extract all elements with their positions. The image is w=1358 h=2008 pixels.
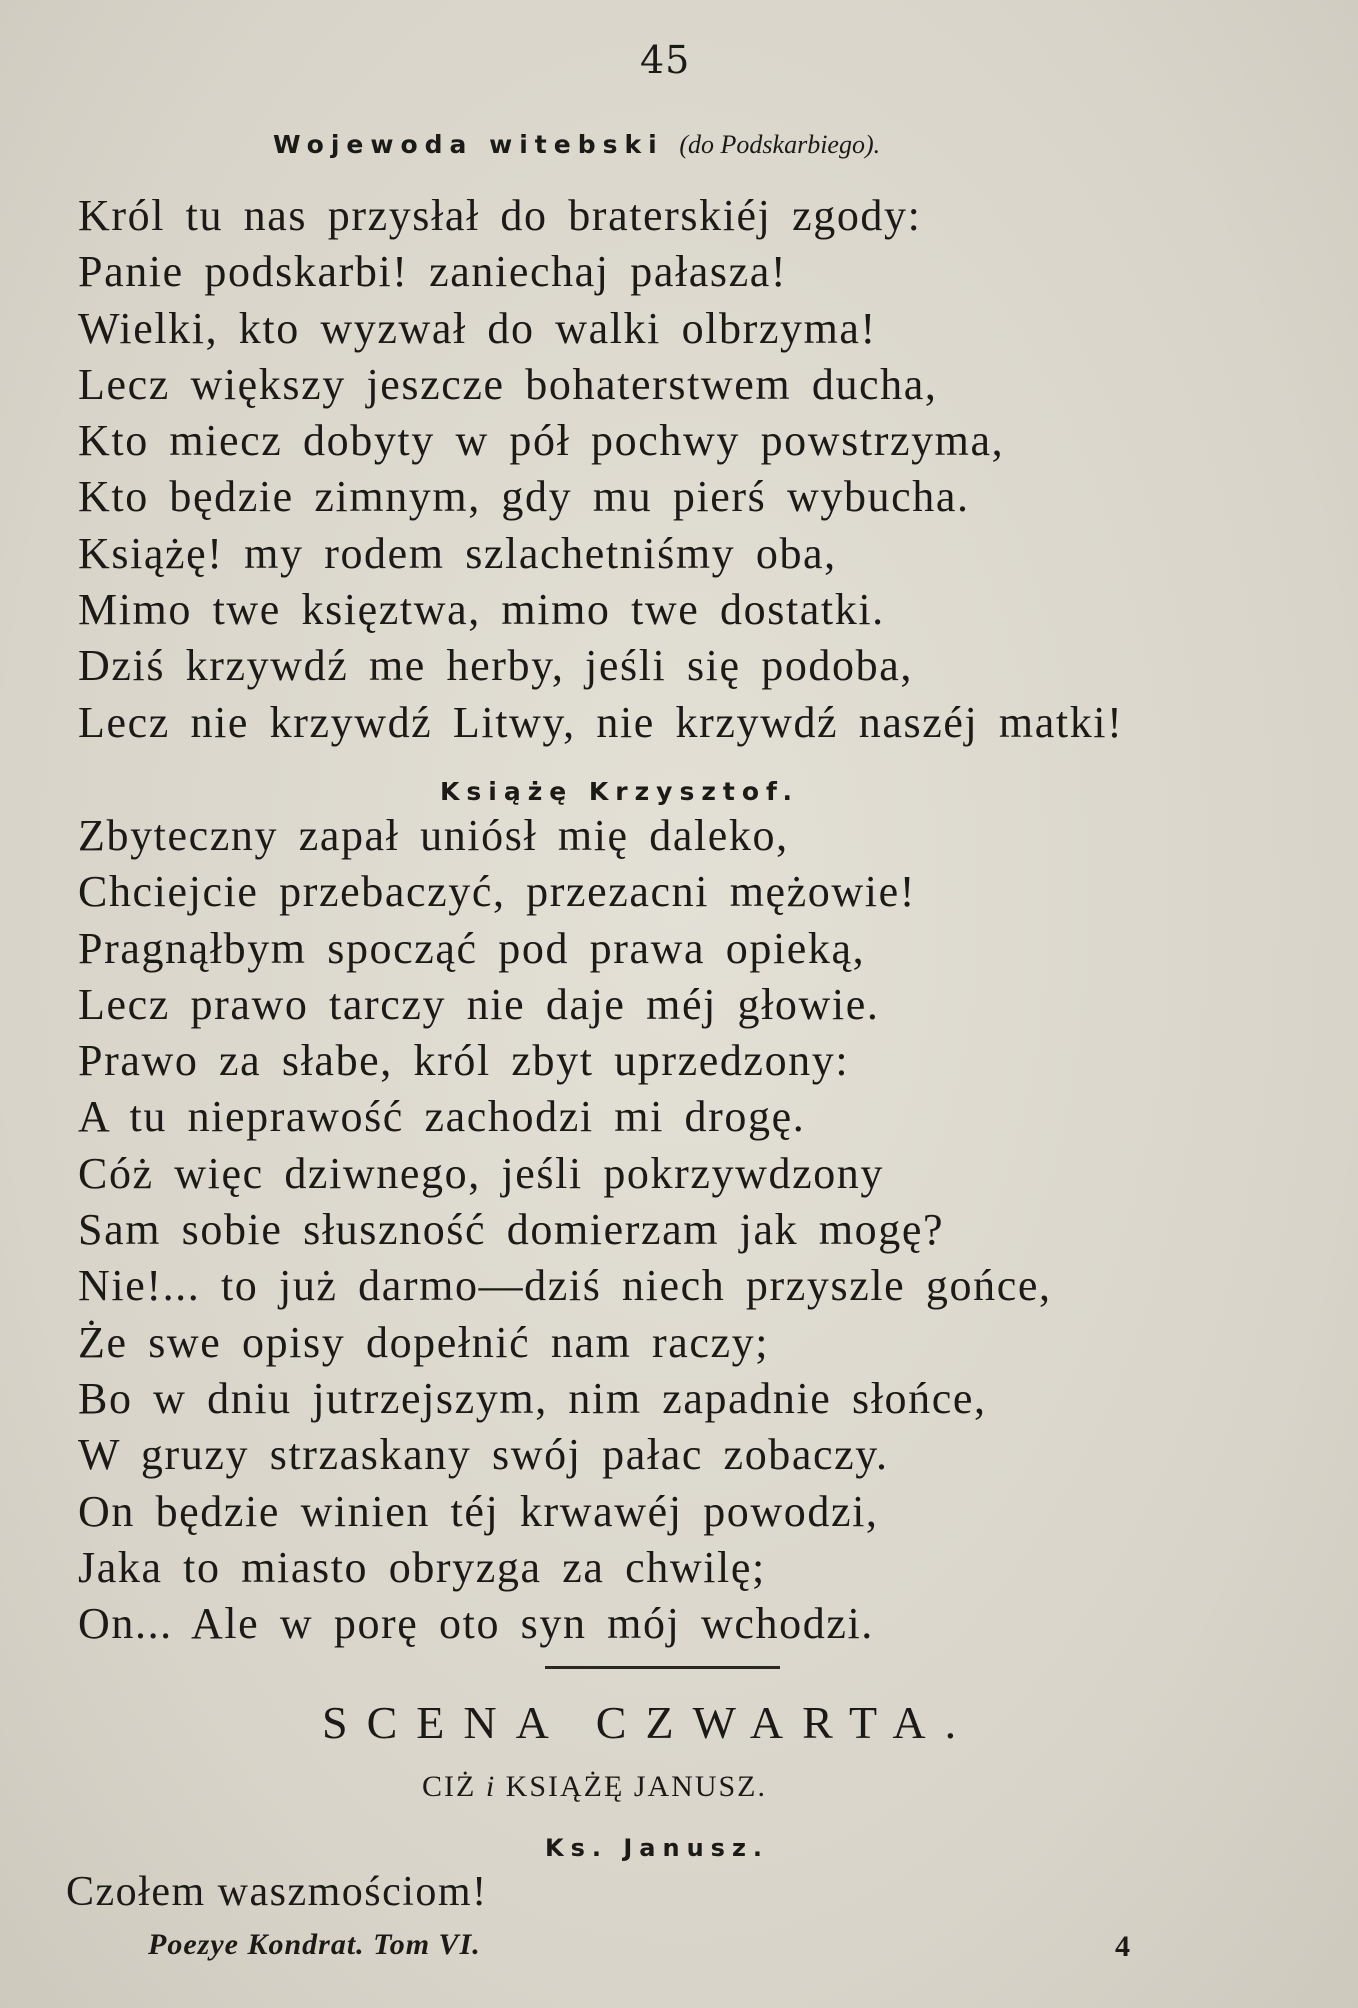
verse-line: Chciejcie przebaczyć, przezacni mężowie! bbox=[78, 867, 916, 917]
speaker-wojewoda bbox=[273, 130, 880, 160]
verse-line: Kto będzie zimnym, gdy mu pierś wybucha. bbox=[78, 472, 970, 522]
scene-title: SCENA CZWARTA. bbox=[322, 1697, 976, 1748]
scene-cast bbox=[422, 1770, 767, 1804]
page-number: 45 bbox=[640, 38, 691, 82]
cast-part-2: KSIĄŻĘ JANUSZ. bbox=[505, 1770, 768, 1803]
janusz-first-line: Czołem waszmościom! bbox=[66, 1869, 488, 1915]
verse-line: Pragnąłbym spocząć pod prawa opieką, bbox=[78, 923, 866, 973]
verse-line: Lecz prawo tarczy nie daje méj głowie. bbox=[78, 979, 880, 1029]
verse-line: Bo w dniu jutrzejszym, nim zapadnie słońce, bbox=[78, 1373, 987, 1423]
verse-line: A tu nieprawość zachodzi mi drogę. bbox=[78, 1092, 806, 1142]
verse-line: Mimo twe księztwa, mimo twe dostatki. bbox=[78, 585, 885, 635]
verse-line: Sam sobie słuszność domierzam jak mogę? bbox=[78, 1205, 945, 1255]
speaker-janusz: Ks. Janusz. bbox=[545, 1834, 770, 1862]
verse-line: Król tu nas przysłał do braterskiéj zgody: bbox=[78, 191, 922, 240]
speaker-name: Wojewoda witebski bbox=[273, 130, 664, 159]
verse-line: Cóż więc dziwnego, jeśli pokrzywdzony bbox=[78, 1148, 885, 1198]
verse-line: Jaka to miasto obryzga za chwilę; bbox=[78, 1542, 766, 1592]
verse-line: On... Ale w porę oto syn mój wchodzi. bbox=[78, 1599, 874, 1649]
verse-line: Prawo za słabe, król zbyt uprzedzony: bbox=[78, 1036, 850, 1086]
verse-line: Książę! my rodem szlachetniśmy oba, bbox=[78, 528, 837, 578]
speaker-krzysztof: Książę Krzysztof. bbox=[440, 777, 800, 806]
verse-line: W gruzy strzaskany swój pałac zobaczy. bbox=[78, 1430, 889, 1480]
verse-block-krzysztof bbox=[78, 808, 1052, 1652]
scene-divider bbox=[545, 1666, 780, 1669]
verse-line: Wielki, kto wyzwał do walki olbrzyma! bbox=[78, 303, 877, 353]
sheet-number: 4 bbox=[1115, 1930, 1130, 1963]
verse-line: Lecz nie krzywdź Litwy, nie krzywdź naszéj matki! bbox=[78, 697, 1124, 747]
verse-line: On będzie winien téj krwawéj powodzi, bbox=[78, 1486, 879, 1536]
stage-direction: (do Podskarbiego). bbox=[679, 130, 881, 159]
verse-line: Kto miecz dobyty w pół pochwy powstrzyma, bbox=[78, 416, 1005, 466]
footer-signature: Poezye Kondrat. Tom VI. bbox=[148, 1928, 481, 1961]
cast-part-1: CIŻ bbox=[422, 1770, 477, 1803]
cast-conjunction: i bbox=[485, 1770, 497, 1803]
verse-line: Zbyteczny zapał uniósł mię daleko, bbox=[78, 811, 789, 860]
verse-line: Panie podskarbi! zaniechaj pałasza! bbox=[78, 247, 788, 297]
verse-line: Że swe opisy dopełnić nam raczy; bbox=[78, 1317, 770, 1367]
verse-line: Lecz większy jeszcze bohaterstwem ducha, bbox=[78, 359, 938, 409]
verse-block-wojewoda bbox=[78, 188, 1123, 751]
verse-line: Dziś krzywdź me herby, jeśli się podoba, bbox=[78, 641, 913, 691]
verse-line: Nie!... to już darmo—dziś niech przyszle gońce, bbox=[78, 1261, 1052, 1311]
